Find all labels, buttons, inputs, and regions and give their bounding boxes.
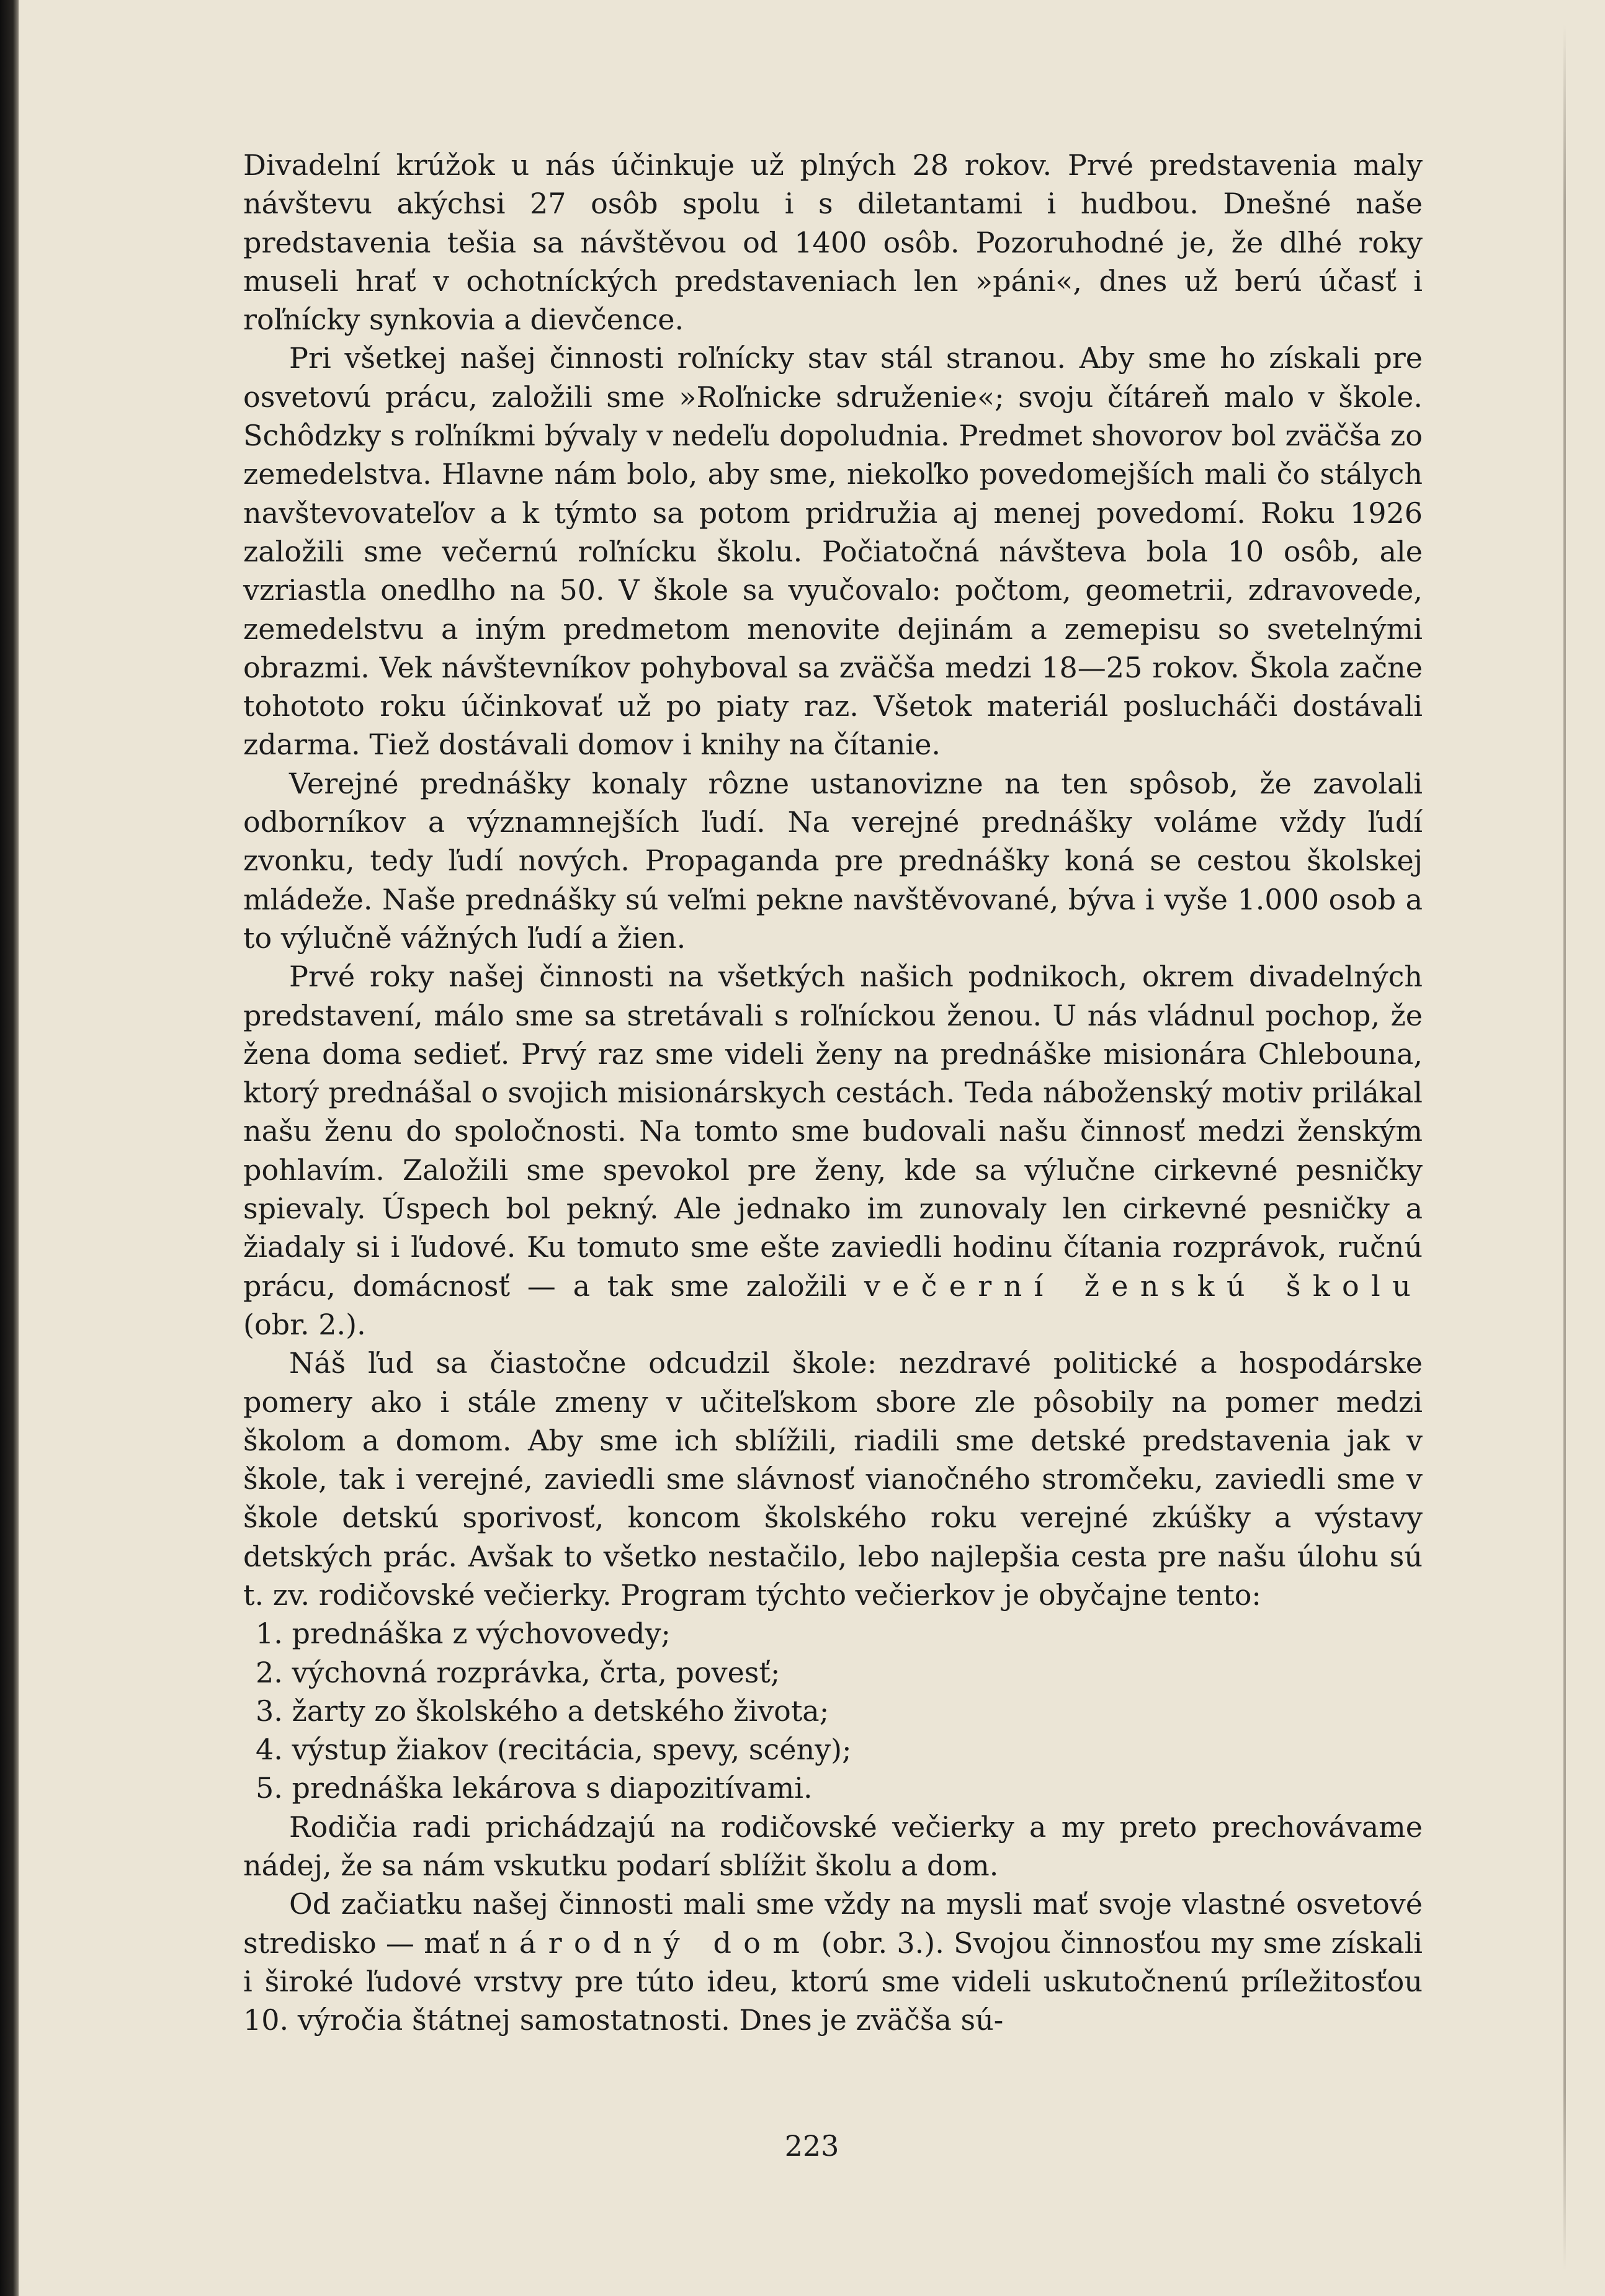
paragraph-womens-school-text: Prvé roky našej činnosti na všetkých našich podnikoch, okrem divadelných predstavení, málo sme sa stretávali s roľníckou ženou. U nás vládnul pochop, že žena doma sedieť. Prvý raz sme videli ženy na prednáške misionára Chlebouna, ktorý prednášal o svojich misionárskych cestách. Teda náboženský motiv prilákal našu ženu do spoločnosti. Na tomto sme budovali našu činnosť medzi ženským pohlavím. Založili sme spevokol pre ženy, kde sa výlučne cirkevné pesničky spievaly. Úspech bol pekný. Ale jednako im zunovaly len cirkevné pesničky a žiadaly si i ľudové. Ku tomuto sme ešte zaviedli hodinu čítania rozprávok, ručnú prácu, domácnosť — a tak sme založili	[243, 960, 1423, 1303]
document-page	[19, 0, 1605, 2296]
book-spine-shadow	[0, 0, 19, 2296]
paragraph-national-house-text: Od začiatku našej činnosti mali sme vždy na mysli mať svoje vlastné osvetové stredisko — mať	[243, 1887, 1423, 1960]
paragraph-womens-school-ref: (obr. 2.).	[243, 1307, 366, 1341]
paragraph-national-house	[243, 1885, 1423, 2039]
paragraph-theatre-club: Divadelní krúžok u nás účinkuje už plných 28 rokov. Prvé predstavenia maly návštevu akýchsi 27 osôb spolu i s diletantami i hudbou. Dnešné naše predstavenia tešia sa návštěvou od 1400 osôb. Pozoruhodné je, že dlhé roky museli hrať v ochotníckých predstaveniach len »páni«, dnes už berú účasť i roľnícky synkovia a dievčence.	[243, 148, 1423, 337]
program-list-item: 5. prednáška lekárova s diapozitívami.	[256, 1771, 813, 1805]
paragraph-national-house-end: (obr. 3.). Svojou činnosťou my sme získali i široké ľudové vrstvy pre túto ideu, ktorú sme videli uskutočnenú príležitosťou 10. výročia štátnej samostatnosti. Dnes je zväčša sú-	[243, 1926, 1423, 2037]
program-list-item: 4. výstup žiakov (recitácia, spevy, scény);	[256, 1733, 852, 1767]
emphasis-national-house: národný dom	[488, 1926, 812, 1960]
program-list-item: 1. prednáška z výchovovedy;	[256, 1617, 671, 1651]
program-list-item: 3. žarty zo školského a detského života;	[256, 1694, 829, 1728]
body-text	[243, 146, 1423, 2040]
paragraph-school-and-home: Náš ľud sa čiastočne odcudzil škole: nezdravé politické a hospodárske pomery ako i stále zmeny v učiteľskom sbore zle pôsobily na pomer medzi školom a domom. Aby sme ich sblížili, riadili sme detské predstavenia jak v škole, tak i verejné, zaviedli sme slávnosť vianočného stromčeku, zaviedli sme v škole detskú sporivosť, koncom školského roku verejné zkúšky a výstavy detských prác. Avšak to všetko nestačilo, lebo najlepšia cesta pre našu úlohu sú t. zv. rodičovské večierky. Program týchto večierkov je obyčajne tento:	[243, 1346, 1423, 1612]
emphasis-evening-womens-school: večerní ženskú školu	[864, 1269, 1423, 1303]
page-edge-line	[1563, 25, 1566, 2271]
paragraph-womens-school	[243, 957, 1423, 1344]
paragraph-parents-evenings: Rodičia radi prichádzajú na rodičovské večierky a my preto prechovávame nádej, že sa nám vskutku podarí sblížit školu a dom.	[243, 1810, 1423, 1883]
paragraph-public-lectures: Verejné prednášky konaly rôzne ustanovizne na ten spôsob, že zavolali odborníkov a významnejších ľudí. Na verejné prednášky voláme vždy ľudí zvonku, tedy ľudí nových. Propaganda pre prednášky koná se cestou školskej mládeže. Naše prednášky sú veľmi pekne navštěvované, býva i vyše 1.000 osob a to výlučně vážných ľudí a žien.	[243, 766, 1423, 955]
paragraph-farmers-association: Pri všetkej našej činnosti roľnícky stav stál stranou. Aby sme ho získali pre osvetovú prácu, založili sme »Roľnicke sdruženie«; svoju čítáreň malo v škole. Schôdzky s roľníkmi bývaly v nedeľu dopoludnia. Predmet shovorov bol zväčša zo zemedelstva. Hlavne nám bolo, aby sme, niekoľko povedomejších mali čo stálych navštevovateľov a k týmto sa potom pridružia aj menej povedomí. Roku 1926 založili sme večernú roľnícku školu. Počiatočná návšteva bola 10 osôb, ale vzriastla onedlho na 50. V škole sa vyučovalo: počtom, geometrii, zdravovede, zemedelstvu a iným predmetom menovite dejinám a zemepisu so svetelnými obrazmi. Vek návštevníkov pohyboval sa zväčša medzi 18—25 rokov. Škola začne tohototo roku účinkovať už po piaty raz. Všetok materiál poslucháči dostávali zdarma. Tiež dostávali domov i knihy na čítanie.	[243, 341, 1423, 762]
page-number: 223	[784, 2129, 839, 2163]
program-list-item: 2. výchovná rozprávka, črta, povesť;	[256, 1655, 780, 1689]
